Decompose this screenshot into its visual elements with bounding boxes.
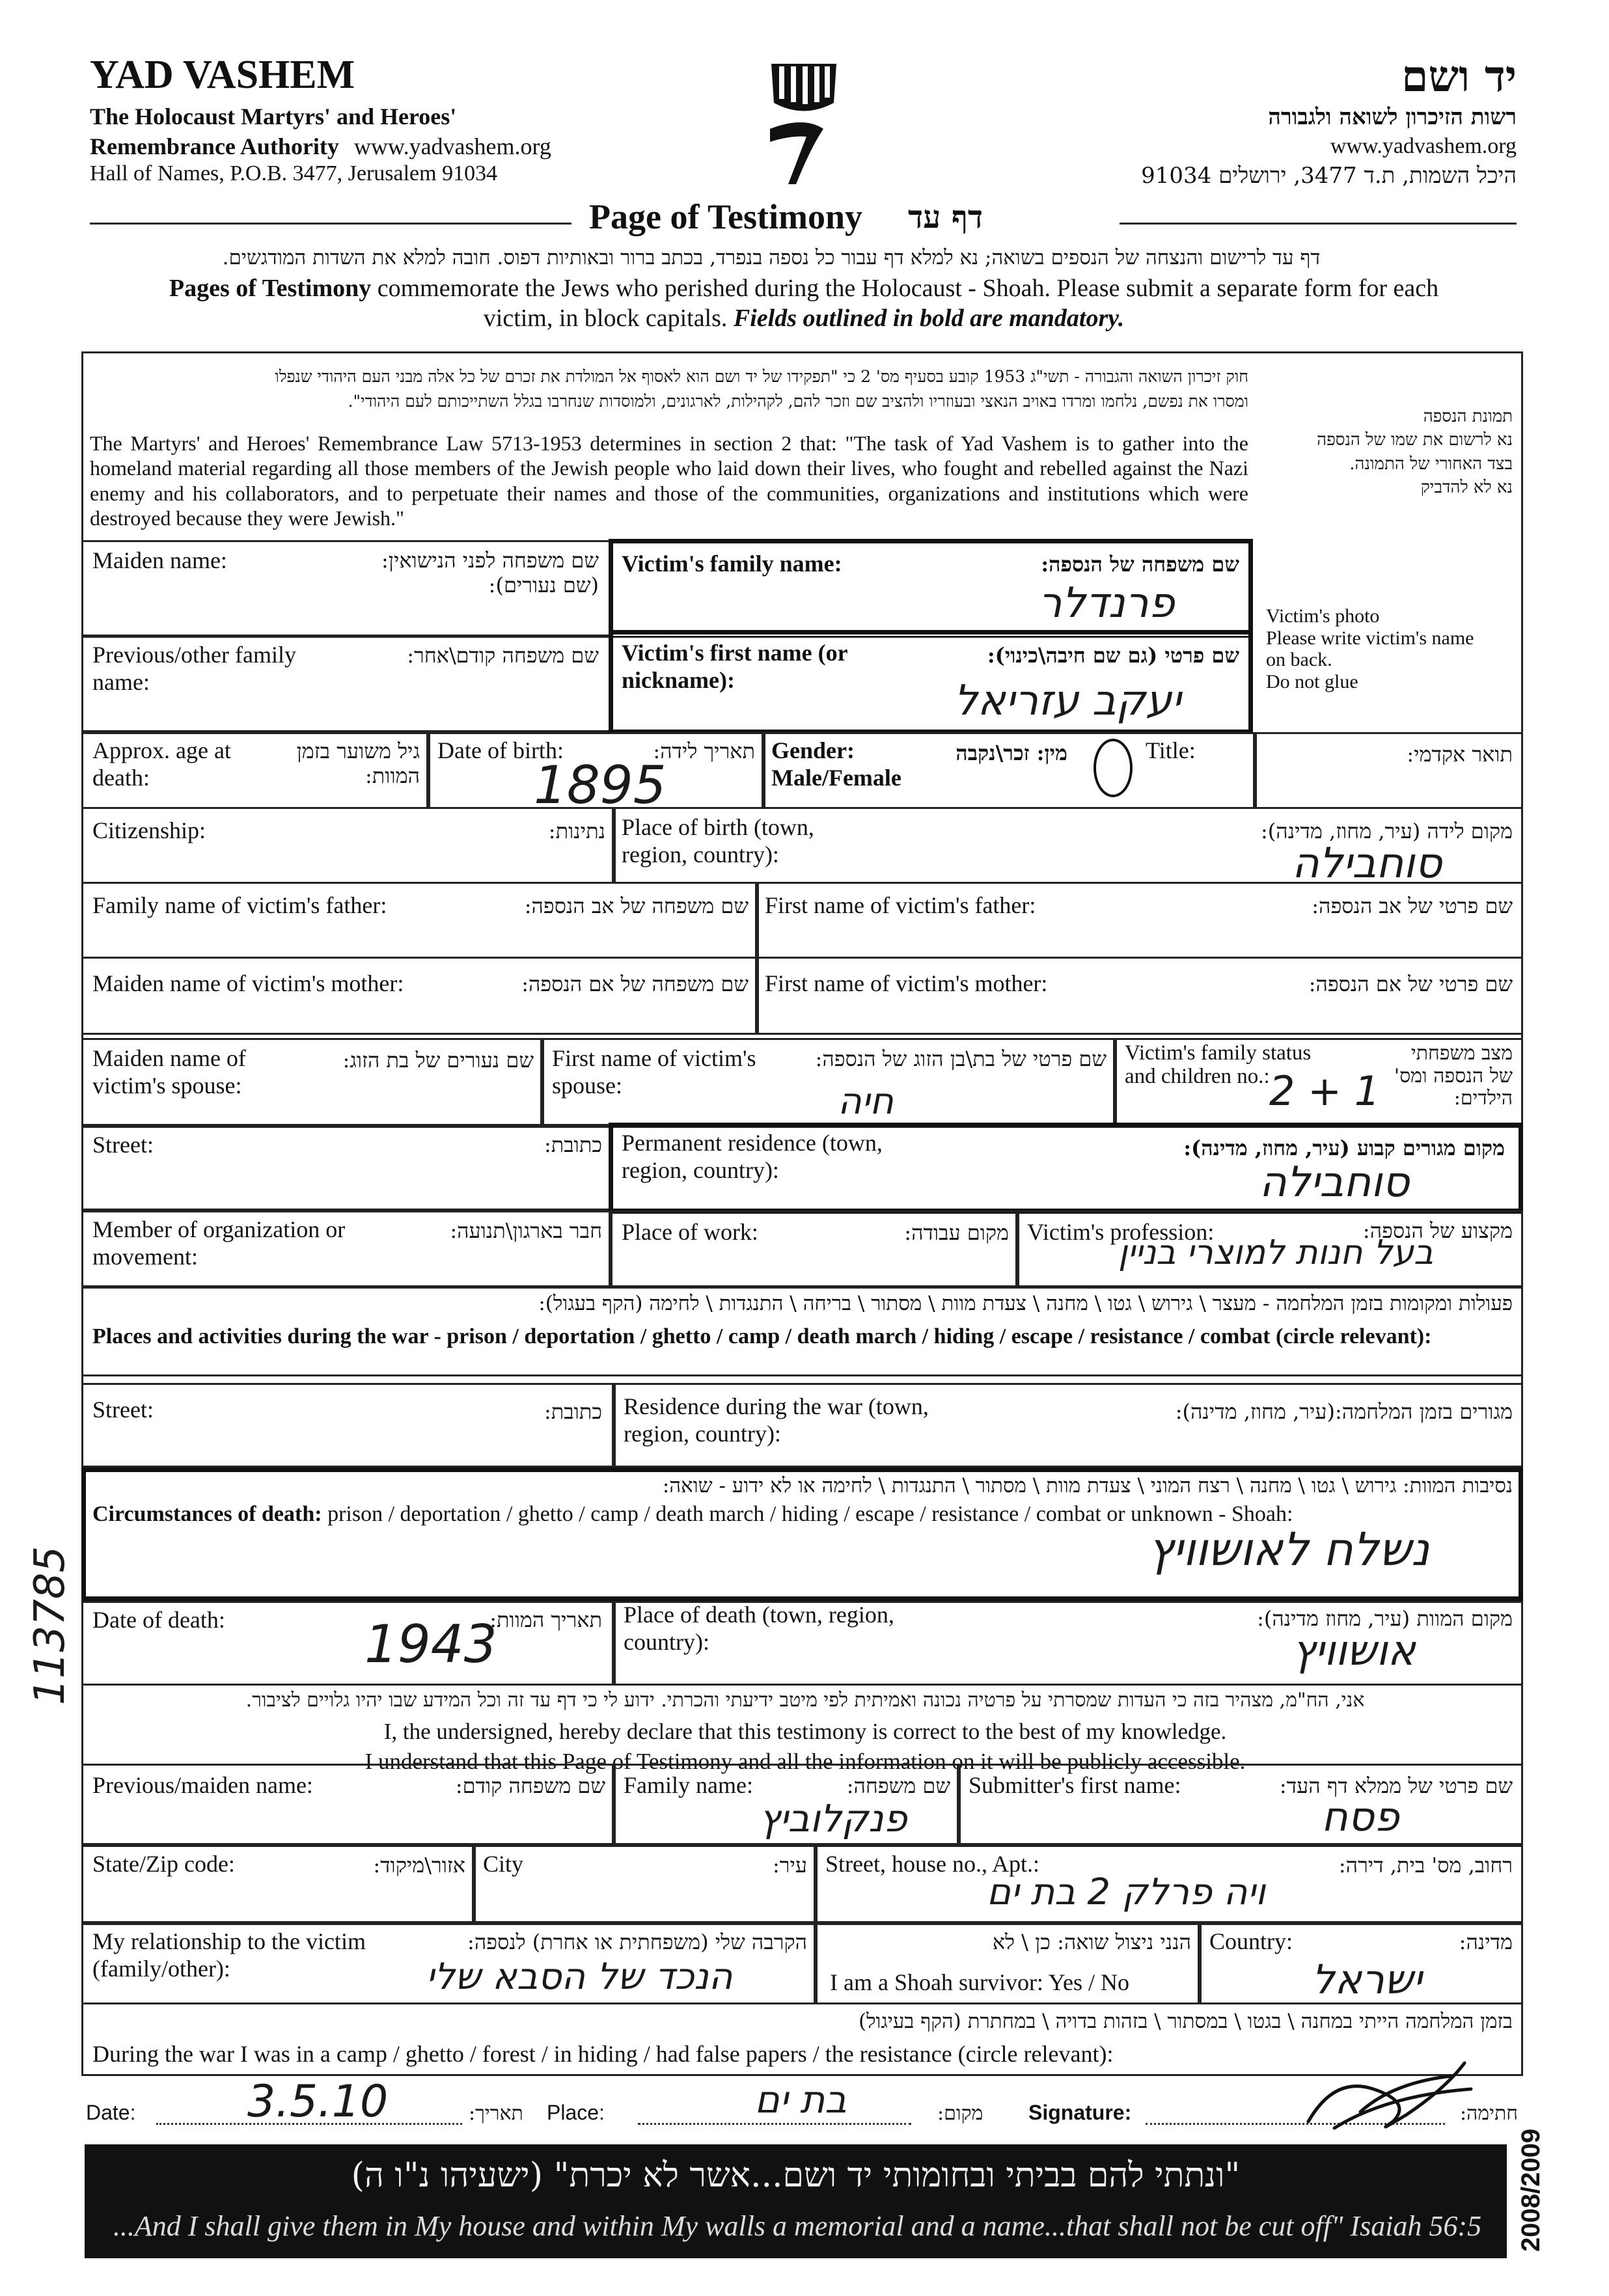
spouse-first-label-he: שם פרטי של בת\בן הזוג של הנספה: <box>815 1046 1107 1071</box>
city-label: City <box>483 1851 524 1877</box>
website-he: www.yadvashem.org <box>1330 134 1517 158</box>
intro-en-1: commemorate the Jews who perished during the Holocaust - Shoah. Please submit a separate form for each <box>371 275 1439 302</box>
war-activities-he: פעולות ומקומות בזמן המלחמה - מעצר \ גירוש \ גטו \ מחנה \ צעדת מוות \ מסתור \ בריחה \ התנגדות \ לחימה (הקף בעגול): <box>538 1292 1513 1315</box>
pod-label: Place of death (town, region, country): <box>624 1602 894 1656</box>
dod-field[interactable]: 1943 <box>364 1614 497 1674</box>
divider <box>814 1845 818 1923</box>
relationship-label: My relationship to the victim (family/other): <box>92 1928 366 1982</box>
pob-label: Place of birth (town, region, country): <box>622 814 814 868</box>
photo-l3: on back. <box>1266 649 1332 671</box>
place-line <box>638 2123 911 2125</box>
profession-label-he: מקצוע של הנספה: <box>1362 1218 1513 1243</box>
divider <box>612 807 616 884</box>
first-name-label-he: שם פרטי (גם שם חיבה\כינוי): <box>987 643 1239 668</box>
profession-field[interactable]: בעל חנות למוצרי בניין <box>1118 1233 1434 1272</box>
mother-first-label-he: שם פרטי של אם הנספה: <box>1308 972 1513 996</box>
relationship-label-he: הקרבה שלי (משפחתית או אחרת) לנספה: <box>467 1930 807 1954</box>
war-street-label-he: כתובת: <box>543 1399 602 1424</box>
intro-en-2: victim, in block capitals. <box>483 305 728 333</box>
submitter-war-en: During the war I was in a camp / ghetto / forest / in hiding / had false papers / the resistance (circle relevant): <box>92 2041 1114 2067</box>
family-status-field[interactable]: 2 + 1 <box>1269 1067 1381 1115</box>
country-label-he: מדינה: <box>1459 1930 1513 1954</box>
submitter-first-field[interactable]: פסח <box>1321 1793 1399 1840</box>
banner-quote-he: "ונתתי להם בביתי ובחומותי יד ושם...אשר לא יכרת" (ישעיהו נ"ו ה) <box>351 2156 1241 2195</box>
first-name-field[interactable]: יעקב עזריאל <box>954 677 1181 725</box>
divider <box>755 957 759 1035</box>
street-label: Street: <box>92 1132 154 1158</box>
divider <box>609 1210 612 1289</box>
maiden-name-label: Maiden name: <box>92 547 227 573</box>
website-en: www.yadvashem.org <box>353 133 551 159</box>
place-field[interactable]: בת ים <box>754 2077 847 2122</box>
divider <box>612 1383 616 1468</box>
header-rule-left <box>90 223 571 225</box>
submitter-street-label: Street, house no., Apt.: <box>825 1851 1039 1877</box>
divider <box>612 1601 616 1686</box>
submitter-first-label: Submitter's first name: <box>969 1772 1181 1798</box>
citizenship-label-he: נתינות: <box>548 819 605 843</box>
divider <box>957 1764 961 1845</box>
spouse-first-label: First name of victim's spouse: <box>552 1045 756 1099</box>
submitter-street-field[interactable]: ויה פרלק 2 בת ים <box>986 1871 1266 1913</box>
work-label: Place of work: <box>622 1219 758 1245</box>
margin-archive-number: 113785 <box>26 1546 74 1705</box>
submitter-prev-label-he: שם משפחה קודם: <box>455 1773 605 1798</box>
signature-label-he: חתימה: <box>1459 2102 1518 2125</box>
law-en: The Martyrs' and Heroes' Remembrance Law 5713-1953 determines in section 2 that: "The task of Yad Vashem is to gather into the homeland material regarding all those members of the Jewish people who laid down their lives, who fought and rebelled against the Nazi enemy and his collaborators, and to perpetuate their names and those of the communities, organizations and institutions which were destroyed because they were Jewish." <box>90 431 1248 530</box>
divider <box>1253 732 1257 809</box>
state-zip-label-he: אזור\מיקוד: <box>373 1853 465 1878</box>
street-label-he: כתובת: <box>543 1132 602 1157</box>
pod-label-he: מקום המוות (עיר, מחוז מדינה): <box>1257 1606 1513 1631</box>
org-subtitle-2: Remembrance Authority <box>90 133 339 159</box>
dob-label-he: תאריך לידה: <box>653 739 755 763</box>
photo-he-3: בצד האחורי של התמונה. <box>1349 454 1513 474</box>
dob-field[interactable]: 1895 <box>534 755 667 815</box>
circumstances-field[interactable]: נשלח לאושוויץ <box>1148 1523 1430 1576</box>
title-en: Page of Testimony <box>589 197 863 236</box>
address-he: היכל השמות, ת.ד 3477, ירושלים 91034 <box>1141 163 1517 189</box>
org-subtitle-he: רשות הזיכרון לשואה ולגבורה <box>1268 104 1517 130</box>
date-field[interactable]: 3.5.10 <box>247 2076 389 2127</box>
photo-l1: Victim's photo <box>1266 605 1380 627</box>
organization-label: Member of organization or movement: <box>92 1216 346 1270</box>
dod-label: Date of death: <box>92 1607 225 1633</box>
photo-l2: Please write victim's name <box>1266 627 1474 649</box>
divider <box>426 732 430 809</box>
country-field[interactable]: ישראל <box>1312 1956 1422 2003</box>
org-name-he: יד ושם <box>1401 51 1517 102</box>
organization-label-he: חבר בארגון\תנועה: <box>450 1218 602 1243</box>
photo-he-4: נא לא להדביק <box>1420 478 1513 498</box>
intro-en-italic: Fields outlined in bold are mandatory. <box>727 305 1125 333</box>
father-family-label-he: שם משפחה של אב הנספה: <box>524 894 749 918</box>
survivor-label-he: הנני ניצול שואה: כן \ לא <box>992 1930 1191 1954</box>
header-rule-right <box>1120 223 1517 225</box>
war-activities-en: Places and activities during the war - prison / deportation / ghetto / camp / death march / hiding / escape / resistance / combat (circle relevant): <box>92 1324 1432 1348</box>
citizenship-label: Citizenship: <box>92 817 206 843</box>
pob-field[interactable]: סוחבילה <box>1291 840 1442 888</box>
form-year-code: 2008/2009 <box>1517 2128 1545 2252</box>
photo-instructions-en <box>1266 605 1513 692</box>
submitter-family-field[interactable]: פנקלוביץ <box>759 1796 907 1840</box>
divider <box>1198 1923 1202 2004</box>
signature-scribble[interactable] <box>1295 2050 1478 2135</box>
yad-vashem-logo <box>765 57 843 187</box>
intro-en <box>78 273 1530 334</box>
gender-male-circle[interactable] <box>1093 739 1133 797</box>
gender-label-he: מין: זכר\נקבה <box>956 741 1067 765</box>
pod-field[interactable]: אושוויץ <box>1292 1627 1416 1675</box>
spouse-first-field[interactable]: חיה <box>838 1080 894 1123</box>
gender-label: Gender: Male/Female <box>771 737 901 791</box>
photo-he-2: נא לרשום את שמו של הנספה <box>1317 430 1513 450</box>
org-subtitle-2-row <box>90 133 551 160</box>
perm-residence-label-he: מקום מגורים קבוע (עיר, מחוז, מדינה): <box>1183 1136 1505 1160</box>
work-label-he: מקום עבודה: <box>904 1220 1009 1245</box>
war-residence-label: Residence during the war (town, region, country): <box>624 1393 929 1447</box>
title-he: דף עד <box>908 199 983 236</box>
photo-instructions-he <box>1265 405 1513 500</box>
place-label: Place: <box>547 2101 605 2124</box>
circumstances-en-bold: Circumstances of death: <box>92 1502 322 1526</box>
father-first-label: First name of victim's father: <box>765 892 1036 918</box>
place-label-he: מקום: <box>937 2102 983 2125</box>
relationship-field[interactable]: הנכד של הסבא שלי <box>426 1956 733 1998</box>
divider <box>755 882 759 959</box>
spouse-maiden-label: Maiden name of victim's spouse: <box>92 1045 246 1099</box>
footer-banner <box>85 2144 1507 2258</box>
country-label: Country: <box>1209 1928 1293 1954</box>
submitter-family-label: Family name: <box>624 1772 753 1798</box>
perm-residence-label: Permanent residence (town, region, country): <box>622 1130 883 1184</box>
prev-name-label: Previous/other family name: <box>92 642 296 696</box>
photo-l4: Do not glue <box>1266 670 1358 692</box>
circumstances-en-text: prison / deportation / ghetto / camp / death march / hiding / escape / resistance / combat or unknown - Shoah: <box>322 1502 1293 1526</box>
father-family-label: Family name of victim's father: <box>92 892 387 918</box>
perm-residence-field[interactable]: סוחבילה <box>1259 1158 1410 1207</box>
age-label-he: גיל משוער בזמן המוות: <box>296 739 420 789</box>
divider <box>540 1038 544 1126</box>
submitter-family-label-he: שם משפחה: <box>846 1773 950 1798</box>
signature-label: Signature: <box>1028 2101 1132 2124</box>
family-status-label-he: מצב משפחתי של הנספה ומס' הילדים: <box>1394 1042 1513 1110</box>
date-label: Date: <box>86 2101 136 2124</box>
dob-label: Date of birth: <box>437 737 564 763</box>
father-first-label-he: שם פרטי של אב הנספה: <box>1312 894 1513 918</box>
survivor-label: I am a Shoah survivor: Yes / No <box>830 1969 1129 1995</box>
org-subtitle-1: The Holocaust Martyrs' and Heroes' <box>90 103 457 130</box>
family-status-label: Victim's family status and children no.: <box>1125 1041 1312 1089</box>
family-name-label: Victim's family name: <box>622 551 842 577</box>
submitter-street-label-he: רחוב, מס' בית, דירה: <box>1338 1853 1513 1878</box>
circumstances-he: נסיבות המוות: גירוש \ גטו \ מחנה \ רצח המוני \ צעדת מוות \ מסתור \ התנגדות \ לחימה או לא ידוע - שואה: <box>662 1474 1513 1497</box>
law-he-2: ומסרו את נפשם, נלחמו ומרדו באויב הנאצי ובעוזריו ולהציב שם וזכר להם, לקהילות, לארגונים, ולמוסדות שנחרבו בגלל השתייכותם לעם היהודי". <box>348 391 1248 411</box>
family-name-label-he: שם משפחה של הנספה: <box>1041 552 1239 577</box>
divider <box>814 1923 818 2004</box>
war-street-label: Street: <box>92 1397 154 1423</box>
declaration-he: אני, הח"מ, מצהיר בזה כי העדות שמסרתי על פרטיה נכונה ואמיתית לפי מיטב ידיעתי והכרתי. ידוע לי כי דף עד זה וכל המידע שבו יהיו גלויים לציבור. <box>245 1689 1365 1712</box>
mother-maiden-label: Maiden name of victim's mother: <box>92 970 404 996</box>
declaration-en-2: I understand that this Page of Testimony and all the information on it will be publicly accessible. <box>364 1748 1246 1774</box>
dod-label-he: תאריך המוות: <box>489 1607 602 1632</box>
age-label: Approx. age at death: <box>92 737 231 791</box>
mother-maiden-label-he: שם משפחה של אם הנספה: <box>521 972 749 996</box>
city-label-he: עיר: <box>773 1853 807 1878</box>
title-label-he: תואר אקדמי: <box>1407 742 1513 767</box>
declaration-en-1: I, the undersigned, hereby declare that this testimony is correct to the best of my knowledge. <box>383 1719 1227 1744</box>
pob-label-he: מקום לידה (עיר, מחוז, מדינה): <box>1261 819 1513 843</box>
intro-en-bold: Pages of Testimony <box>169 275 372 302</box>
state-zip-label: State/Zip code: <box>92 1851 235 1877</box>
divider <box>762 732 765 809</box>
date-label-he: תאריך: <box>469 2102 523 2125</box>
maiden-name-field[interactable] <box>92 586 600 631</box>
law-he-1: חוק זיכרון השואה והגבורה - תשי"ג 1953 קובע בסעיף מס' 2 כי "תפקידו של יד ושם הוא לאסוף אל המולדת את זכרם של כל אלה מבני העם היהודי שנפלו <box>275 367 1248 386</box>
maiden-name-label-he: שם משפחה לפני הנישואין: (שם נעורים): <box>381 548 599 598</box>
submitter-prev-label: Previous/maiden name: <box>92 1772 313 1798</box>
submitter-first-label-he: שם פרטי של ממלא דף העד: <box>1279 1773 1513 1798</box>
photo-he-1: תמונת הנספה <box>1423 407 1513 426</box>
spouse-maiden-label-he: שם נעורים של בת הזוג: <box>342 1048 534 1073</box>
banner-quote-en: ...And I shall give them in My house and within My walls a memorial and a name...that shall not be cut off" Isaiah 56:5 <box>113 2210 1482 2242</box>
law-he <box>90 364 1248 413</box>
profession-label: Victim's profession: <box>1027 1219 1215 1245</box>
divider <box>1015 1210 1019 1289</box>
war-residence-label-he: מגורים בזמן המלחמה:(עיר, מחוז, מדינה): <box>1175 1399 1513 1424</box>
submitter-war-he: בזמן המלחמה הייתי במחנה \ בגטו \ במסתור \ בזהות בדויה \ במחתרת (הקף בעיגול) <box>858 2010 1513 2033</box>
first-name-label: Victim's first name (or nickname): <box>622 640 847 694</box>
divider <box>472 1845 476 1923</box>
intro-he: דף עד לרישום והנצחה של הנספים בשואה; נא למלא דף עבור כל נספה בנפרד, בכתב ברור ובאותיות דפוס. חובה למלא את השדות המודגשים. <box>222 246 1321 269</box>
divider <box>612 1764 616 1845</box>
org-name-en: YAD VASHEM <box>90 53 355 97</box>
mother-first-label: First name of victim's mother: <box>765 970 1048 996</box>
title-label: Title: <box>1146 737 1196 763</box>
prev-name-label-he: שם משפחה קודם\אחר: <box>407 643 599 668</box>
divider <box>1113 1038 1117 1126</box>
family-name-field[interactable]: פרנדלר <box>1038 579 1175 627</box>
address-en: Hall of Names, P.O.B. 3477, Jerusalem 91034 <box>90 161 498 185</box>
